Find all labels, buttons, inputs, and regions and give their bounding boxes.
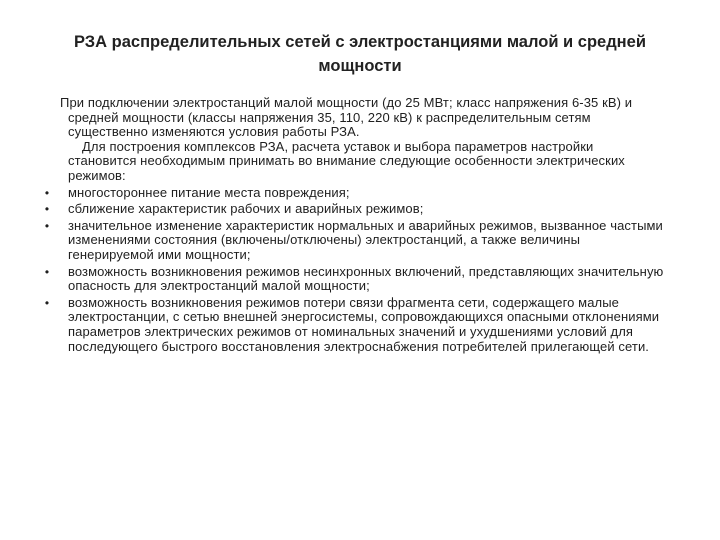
bullet-icon: • — [44, 202, 50, 217]
features-list — [44, 184, 664, 355]
slide-title: РЗА распределительных сетей с электростанциями малой и средней мощности — [74, 33, 646, 75]
list-item-text: значительное изменение характеристик нормальных и аварийных режимов, вызванное частыми изменениями состояния (включены/отключены) электростанций, а также величины генерируемой ими мощности; — [68, 217, 663, 262]
list-item-text: возможность возникновения режимов потери связи фрагмента сети, содержащего малые электростанции, с сетью внешней энергосистемы, сопровождающихся опасными отклонениями параметров электрических режимов от номинальных значений и ухудшениями условий для последующего быстрого восстановления электроснабжения потребителей прилегающей сети. — [68, 294, 660, 354]
list-item — [44, 217, 664, 263]
intro-paragraph: При подключении электростанций малой мощности (до 25 МВт; класс напряжения 6-35 кВ) и средней мощности (классы напряжения 35, 110, 220 кВ) к распределительным сетям существенно изменяются условия работы РЗА. — [60, 95, 633, 140]
list-item — [44, 184, 664, 201]
bullet-icon: • — [44, 264, 50, 279]
bullet-icon: • — [44, 295, 50, 310]
list-item — [44, 201, 664, 217]
list-item — [44, 263, 664, 294]
list-item — [44, 294, 664, 354]
list-item-text: многостороннее питание места повреждения; — [68, 184, 350, 200]
lead-paragraph: Для построения комплексов РЗА, расчета уставок и выбора параметров настройки становится необходимым принимать во внимание следующие особенности электрических режимов: — [68, 138, 625, 183]
list-item-text: возможность возникновения режимов несинхронных включений, представляющих значительную опасность для электростанций малой мощности; — [68, 263, 664, 294]
list-item-text: сближение характеристик рабочих и аварийных режимов; — [68, 201, 424, 217]
slide-body — [44, 95, 664, 356]
bullet-icon: • — [44, 218, 50, 233]
bullet-icon: • — [44, 185, 50, 200]
